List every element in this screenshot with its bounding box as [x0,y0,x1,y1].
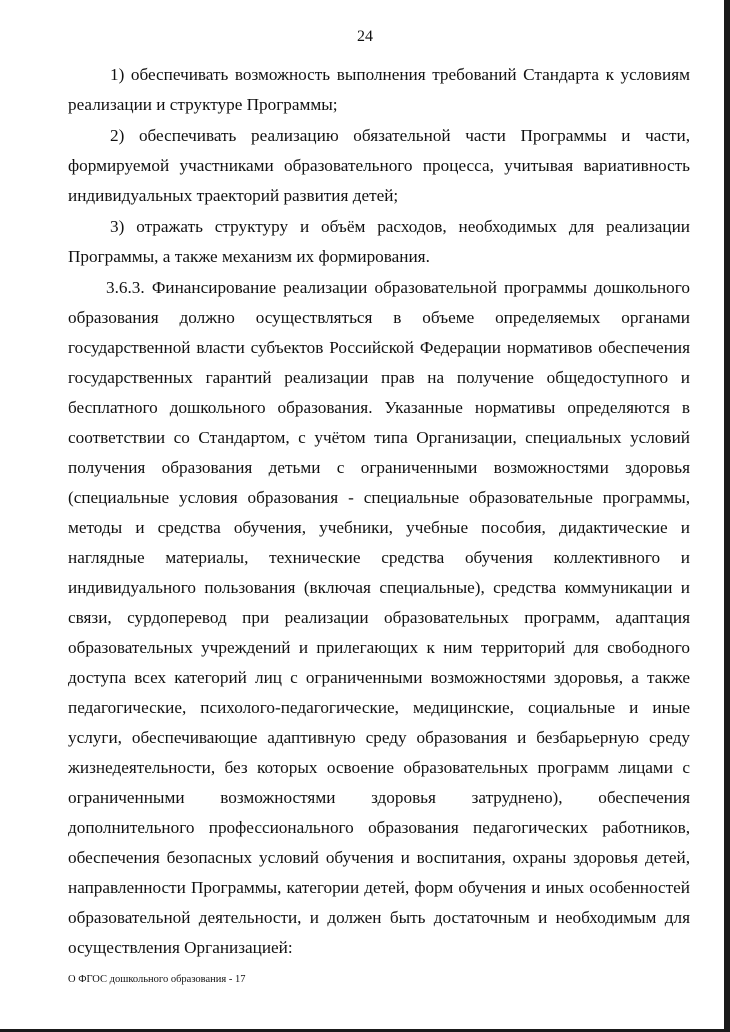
list-item-2: 2) обеспечивать реализацию обязательной части Программы и части, формируемой участниками образовательного процесса, учитывая вариативность индивидуальных траекторий развития детей; [68,126,690,205]
scan-edge-right [724,0,730,1032]
section-3-6-3-paragraph: 3.6.3. Финансирование реализации образовательной программы дошкольного образования должно осуществляться в объеме определяемых органами государственной власти субъектов Российской Федерации нормативов обеспечения государственных гарантий реализации прав на получение общедоступного и бесплатного дошкольного образования. Указанные нормативы определяются в соответствии со Стандартом, с учётом типа Организации, специальных условий получения образования детьми с ограниченными возможностями здоровья (специальные условия образования - специальные образовательные программы, методы и средства обучения, учебники, учебные пособия, дидактические и наглядные материалы, технические средства обучения коллективного и индивидуального пользования (включая специальные), средства коммуникации и связи, сурдоперевод при реализации образовательных программ, адаптация образовательных учреждений и прилегающих к ним территорий для свободного доступа всех категорий лиц с ограниченными возможностями здоровья, а также педагогические, психолого-педагогические, медицинские, социальные и иные услуги, обеспечивающие адаптивную среду образования и безбарьерную среду жизнедеятельности, без которых освоение образовательных программ лицами с ограниченными возможностями здоровья затруднено), обеспечения дополнительного профессионального образования педагогических работников, обеспечения безопасных условий обучения и воспитания, охраны здоровья детей, направленности Программы, категории детей, форм обучения и иных особенностей образовательной деятельности, и должен быть достаточным и необходимым для осуществления Организацией: [68,278,690,957]
list-item-1: 1) обеспечивать возможность выполнения требований Стандарта к условиям реализации и структуре Программы; [68,65,690,114]
page-footer: О ФГОС дошкольного образования - 17 [68,974,246,985]
page-number: 24 [357,28,373,45]
list-item-3: 3) отражать структуру и объём расходов, необходимых для реализации Программы, а также механизм их формирования. [68,217,690,266]
document-body [68,60,690,964]
